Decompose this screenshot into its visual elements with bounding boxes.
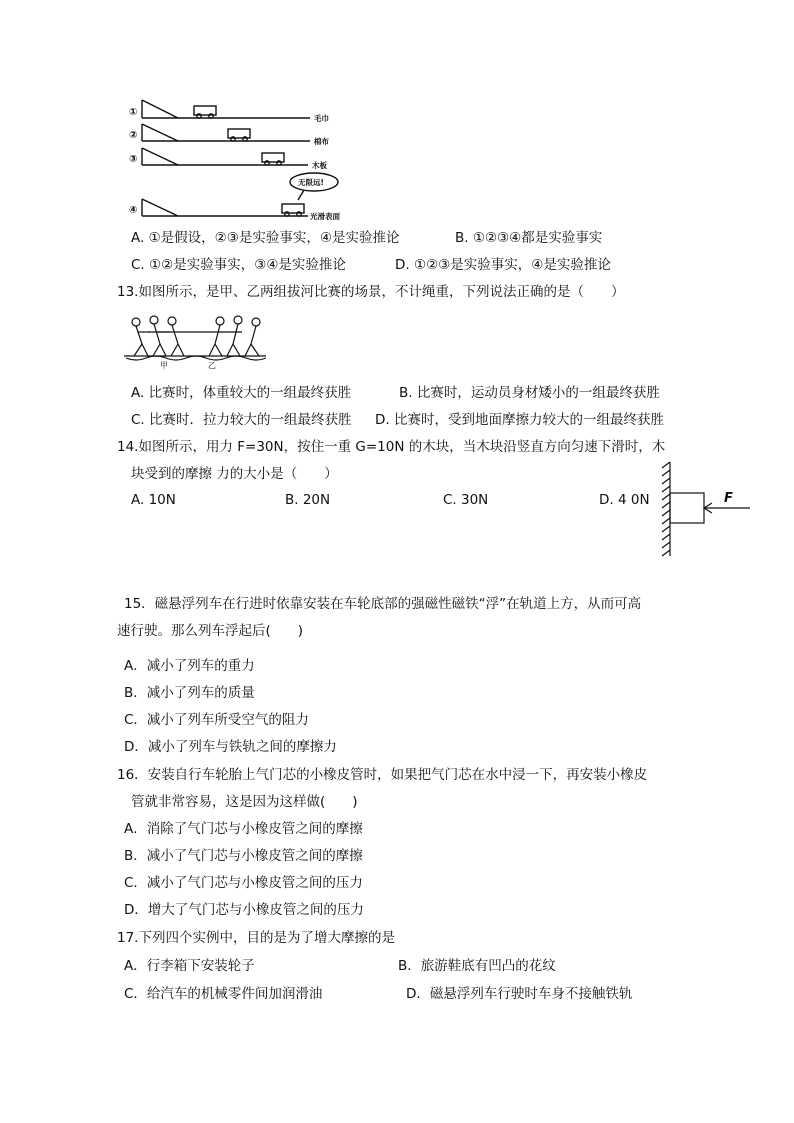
q14-stem-line2: 块受到的摩擦 力的大小是（ ） — [131, 466, 338, 482]
surface-label-towel: 毛巾 — [314, 114, 329, 123]
q12-option-a: A. ①是假设，②③是实验事实，④是实验推论 — [131, 230, 400, 246]
q17-option-a: A．行李箱下安装轮子 — [124, 958, 255, 974]
team-yi-label: 乙 — [208, 361, 216, 370]
q17-stem: 17.下列四个实例中，目的是为了增大摩擦的是 — [117, 930, 395, 946]
row2-number: ② — [129, 130, 138, 141]
q16-stem-line2: 管就非常容易，这是因为这样做( ) — [131, 794, 358, 810]
q17-option-d: D．磁悬浮列车行驶时车身不接触铁轨 — [406, 986, 633, 1002]
q15-option-d: D．减小了列车与铁轨之间的摩擦力 — [124, 739, 337, 755]
speech-bubble-text: 无限远! — [298, 178, 324, 187]
q13-stem: 13.如图所示，是甲、乙两组拔河比赛的场景，不计绳重，下列说法正确的是（ ） — [117, 284, 625, 300]
q14-option-d: D. 4 0N — [599, 492, 650, 508]
wall-block-figure — [658, 460, 754, 558]
q16-option-a: A．消除了气门芯与小橡皮管之间的摩擦 — [124, 821, 363, 837]
q13-option-a: A. 比赛时，体重较大的一组最终获胜 — [131, 385, 352, 401]
surface-label-cotton: 棉布 — [314, 137, 329, 146]
q14-option-b: B. 20N — [285, 492, 331, 508]
q14-option-c: C. 30N — [443, 492, 489, 508]
q12-option-b: B. ①②③④都是实验事实 — [455, 230, 603, 246]
q12-option-d: D. ①②③是实验事实，④是实验推论 — [395, 257, 611, 273]
q15-option-a: A．减小了列车的重力 — [124, 658, 255, 674]
q12-figure — [128, 96, 368, 224]
surface-label-wood: 木板 — [312, 161, 327, 170]
q16-option-b: B．减小了气门芯与小橡皮管之间的摩擦 — [124, 848, 363, 864]
force-label: F — [724, 491, 733, 506]
q15-option-b: B．减小了列车的质量 — [124, 685, 255, 701]
q17-option-c: C．给汽车的机械零件间加润滑油 — [124, 986, 323, 1002]
q17-option-b: B．旅游鞋底有凹凸的花纹 — [398, 958, 556, 974]
tug-of-war-figure — [120, 312, 270, 370]
q12-option-c: C. ①②是实验事实，③④是实验推论 — [131, 257, 346, 273]
row1-number: ① — [129, 107, 138, 118]
q14-option-a: A. 10N — [131, 492, 176, 508]
q13-option-c: C. 比赛时．拉力较大的一组最终获胜 — [131, 412, 352, 428]
surface-label-smooth: 光滑表面 — [310, 212, 340, 221]
q15-option-c: C．减小了列车所受空气的阻力 — [124, 712, 309, 728]
q13-option-b: B. 比赛时，运动员身材矮小的一组最终获胜 — [399, 385, 660, 401]
q16-option-d: D．增大了气门芯与小橡皮管之间的压力 — [124, 902, 364, 918]
q13-option-d: D. 比赛时，受到地面摩擦力较大的一组最终获胜 — [375, 412, 664, 428]
row3-number: ③ — [129, 154, 138, 165]
q16-option-c: C．减小了气门芯与小橡皮管之间的压力 — [124, 875, 363, 891]
team-jia-label: 甲 — [160, 361, 168, 370]
q15-stem-line1: 15．磁悬浮列车在行进时依靠安装在车轮底部的强磁性磁铁“浮”在轨道上方，从而可高 — [124, 596, 642, 612]
row4-number: ④ — [129, 205, 138, 216]
q14-stem-line1: 14.如图所示，用力 F=30N，按住一重 G=10N 的木块，当木块沿竖直方向匀速下滑时，木 — [117, 439, 666, 455]
q16-stem-line1: 16．安装自行车轮胎上气门芯的小橡皮管时，如果把气门芯在水中浸一下，再安装小橡皮 — [117, 767, 648, 783]
q15-stem-line2: 速行驶。那么列车浮起后( ) — [117, 623, 304, 639]
